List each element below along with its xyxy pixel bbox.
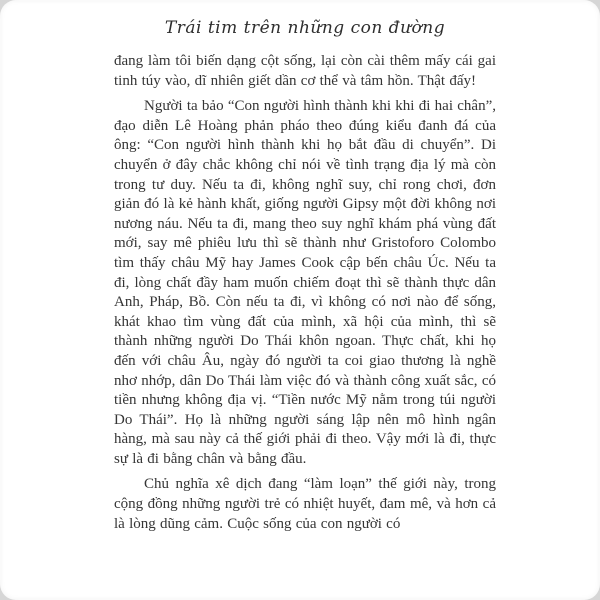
page-header-title: Trái tim trên những con đường bbox=[164, 18, 446, 38]
page-body bbox=[114, 52, 496, 534]
paragraph-continuation: đang làm tôi biến dạng cột sống, lại còn cài thêm mấy cái gai tinh túy vào, dĩ nhiên giết dần cơ thể và tâm hồn. Thật đấy! bbox=[114, 53, 496, 89]
paragraph: Chủ nghĩa xê dịch đang “làm loạn” thế giới này, trong cộng đồng những người trẻ có nhiệt huyết, đam mê, và hơn cả là lòng dũng cảm. Cuộc sống của con người có bbox=[114, 476, 496, 532]
paragraph: Người ta bảo “Con người hình thành khi khi đi hai chân”, đạo diễn Lê Hoàng phản pháo theo đúng kiểu đanh đá của ông: “Con người hình thành khi họ bắt đầu di chuyển”. Di chuyển ở đây chắc không chỉ nói về tình trạng địa lý mà còn trong tư duy. Nếu ta đi, không nghĩ suy, chỉ rong chơi, đơn giản đó là kẻ hành khất, giống người Gipsy một đời không nơi nương náu. Nếu ta đi, mang theo suy nghĩ khám phá vùng đất mới, say mê phiêu lưu thì sẽ thành như Gristoforo Colombo tìm thấy châu Mỹ hay James Cook cập bến châu Úc. Nếu ta đi, lòng chất đầy ham muốn chiếm đoạt thì sẽ thành thực dân Anh, Pháp, Bồ. Còn nếu ta đi, vì không có nơi nào để sống, khát khao tìm vùng đất của mình, xã hội của mình, thì sẽ thành những người Do Thái khôn ngoan. Thực chất, khi họ đến với châu Âu, ngày đó người ta coi giao thương là nghề nhơ nhớp, dân Do Thái làm việc đó và thành công xuất sắc, có tiền nhưng không địa vị. “Tiền nước Mỹ nằm trong túi người Do Thái”. Họ là những người sáng lập nên mô hình ngân hàng, mà sau này cả thế giới phải đi theo. Vậy mới là đi, thực sự là đi bằng chân và bằng đầu. bbox=[114, 98, 496, 467]
